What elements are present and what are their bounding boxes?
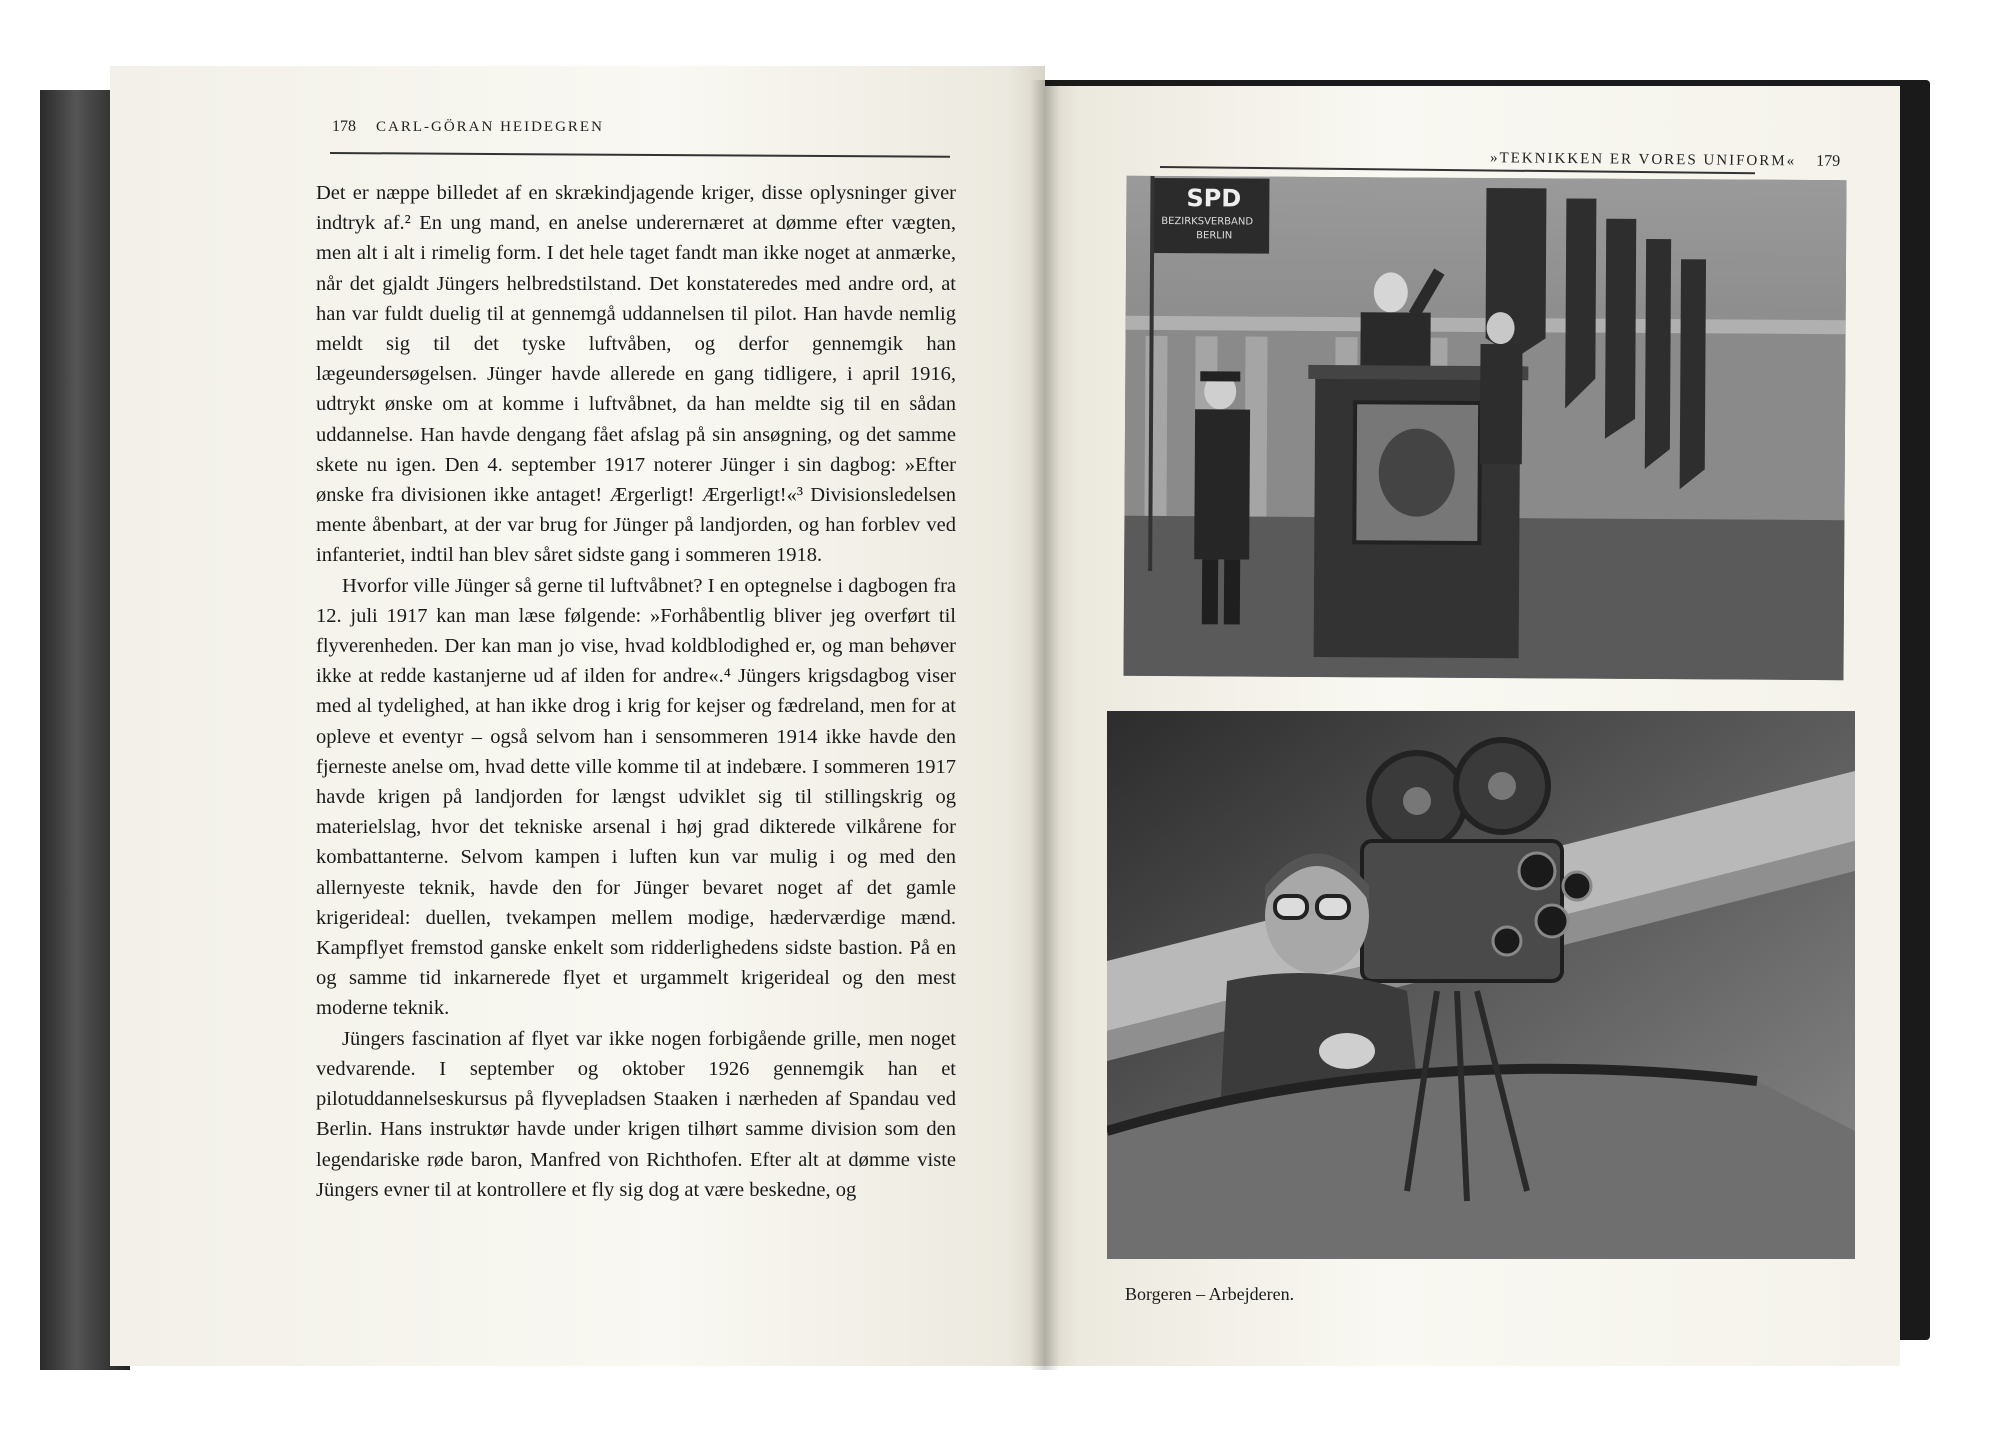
banner-spd-text: SPD bbox=[1186, 184, 1242, 213]
banner-line2-text: BEZIRKSVERBAND bbox=[1161, 216, 1254, 228]
right-running-title: »TEKNIKKEN ER VORES UNIFORM« bbox=[1489, 150, 1797, 170]
left-page bbox=[110, 66, 1045, 1366]
book-gutter bbox=[1030, 80, 1060, 1370]
left-running-title: CARL-GÖRAN HEIDEGREN bbox=[376, 119, 604, 135]
paragraph-2: Hvorfor ville Jünger så gerne til luftvåbnet? I en optegnelse i dagbogen fra 12. juli 1917 kan man læse følgende: »Forhåbentlig bliver jeg overført til flyverenheden. Der kan man jo vise, hvad koldblodighed er, og man behøver ikke at redde kastanjerne ud af ilden for andre«.⁴ Jüngers krigsdagbog viser med al tydelighed, at han ikke drog i krig for kejser og fædreland, men for at opleve et eventyr – også selvom han i sensommeren 1914 ikke havde den fjerneste anelse om, hvad dette ville komme til at indebære. I sommeren 1917 havde krigen på landjorden for længst udviklet sig til stillingskrig og materielslag, hvor det tekniske arsenal i høj grad dikterede vilkårene for kombattanterne. Selvom kampen i luften kun var mulig i og med den allernyeste teknik, havde den for Jünger bevaret noget af det gamle krigerideal: duellen, tvekampen mellem modige, hæderværdige mænd. Kampflyet fremstod ganske enkelt som ridderlighedens sidste bastion. På en og samme tid inkarnerede flyet et urgammelt krigerideal og den mest moderne teknik. bbox=[316, 574, 956, 1020]
right-page-number: 179 bbox=[1816, 152, 1841, 170]
left-body-text bbox=[316, 178, 956, 1205]
right-page bbox=[1045, 86, 1900, 1366]
paragraph-3: Jüngers fascination af flyet var ikke nogen forbigående grille, men noget vedvarende. I september og oktober 1926 gennemgik han et pilotuddannelseskursus på flyvepladsen Staaken i nærheden af Spandau ved Berlin. Hans instruktør havde under krigen tilhørt samme division som den legendariske røde baron, Manfred von Richthofen. Efter alt at dømme viste Jüngers evner til at kontrollere et fly sig dog at være beskedne, og bbox=[316, 1027, 956, 1201]
left-header-rule bbox=[330, 152, 950, 157]
photo-cameraman-plane bbox=[1107, 711, 1855, 1259]
cameraman-photo-image bbox=[1107, 711, 1855, 1259]
banner-line3-text: BERLIN bbox=[1196, 230, 1233, 242]
speaker-photo-image bbox=[1123, 176, 1846, 680]
left-running-head bbox=[332, 118, 604, 136]
photo-caption: Borgeren – Arbejderen. bbox=[1125, 1284, 1295, 1304]
photo-speaker-podium bbox=[1123, 176, 1846, 680]
paragraph-1: Det er næppe billedet af en skrækindjagende kriger, disse oplysninger giver indtryk af.² En ung mand, en anelse underernæret at dømme efter vægten, men alt i alt i rimelig form. I det hele taget fandt man ikke noget at anmærke, når det gjaldt Jüngers helbredstilstand. Det konstateredes med andre ord, at han var fuldt duelig til at gennemgå uddannelsen til pilot. Han havde nemlig meldt sig til det tyske luftvåben, og derfor gennemgik han lægeundersøgelsen. Jünger havde allerede en gang tidligere, i april 1916, udtrykt ønske om at komme i luftvåbnet, da han meldte sig til en sådan uddannelse. Han havde dengang fået afslag på sin ansøgning, og det samme skete nu igen. Den 4. september 1917 noterer Jünger i sin dagbog: »Efter ønske fra divisionen ikke antaget! Ærgerligt! Ærgerligt!«³ Divisionsledelsen mente åbenbart, at der var brug for Jünger på landjorden, og han forblev ved infanteriet, indtil han blev såret sidste gang i sommeren 1918. bbox=[316, 182, 956, 567]
right-running-head bbox=[1490, 149, 1840, 171]
left-page-number: 178 bbox=[332, 118, 356, 135]
